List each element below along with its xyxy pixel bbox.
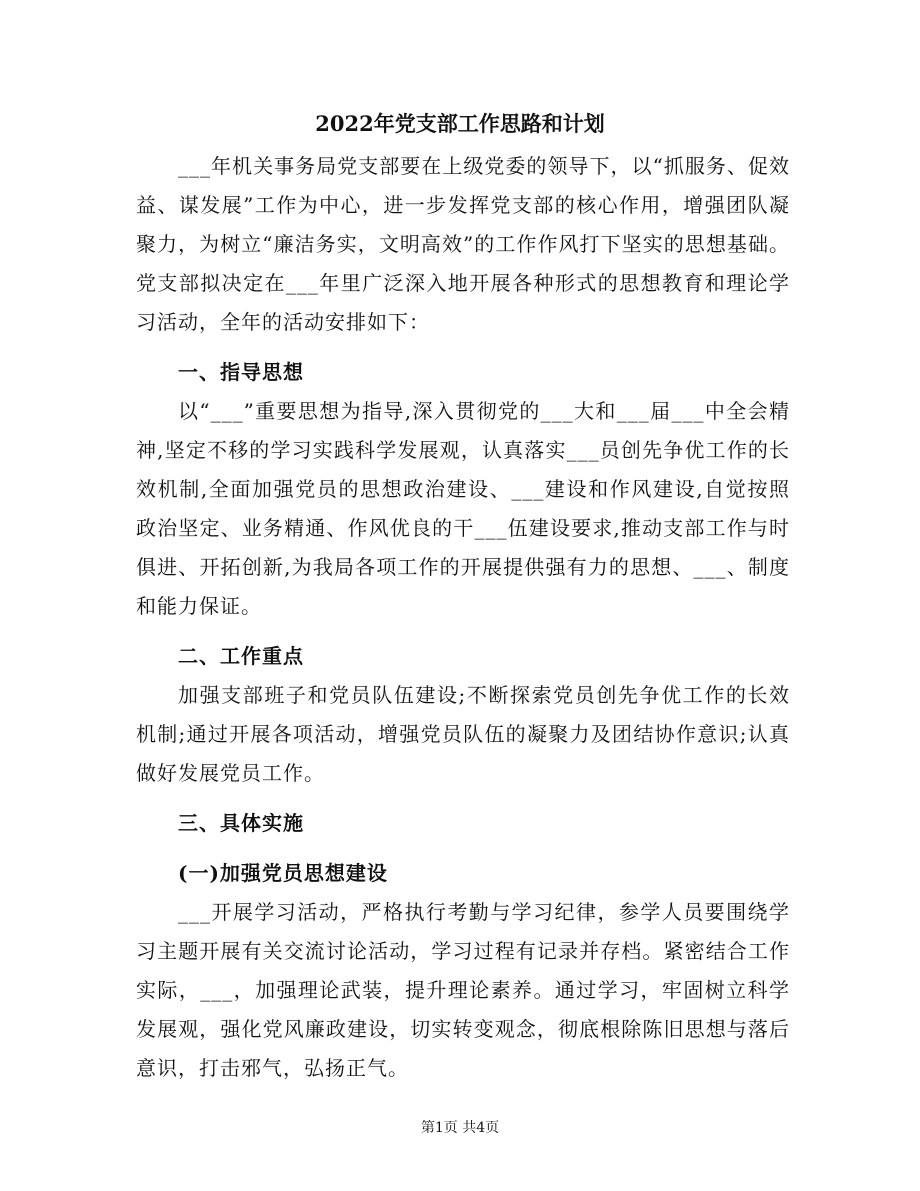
- section-paragraph-guiding-thought: 以“___”重要思想为指导,深入贯彻党的___大和___届___中全会精神,坚定不移的学习实践科学发展观，认真落实___员创先争优工作的长效机制,全面加强党员的思想政治建设、___建设和作风建设,自觉按照政治坚定、业务精通、作风优良的干___伍建设要求,推动支部工作与时俱进、开拓创新,为我局各项工作的开展提供强有力的思想、___、制度和能力保证。: [136, 399, 790, 618]
- section-heading-implementation: 三、具体实施: [178, 811, 304, 835]
- page-number: 第1页 共4页: [420, 1120, 500, 1136]
- subsection-paragraph-ideology: ___开展学习活动，严格执行考勤与学习纪律，参学人员要围绕学习主题开展有关交流讨论活动，学习过程有记录并存档。紧密结合工作实际，___，加强理论武装，提升理论素养。通过学习，牢固树立科学发展观，强化党风廉政建设，切实转变观念，彻底根除陈旧思想与落后意识，打击邪气，弘扬正气。: [136, 900, 790, 1080]
- section-paragraph-work-focus: 加强支部班子和党员队伍建设;不断探索党员创先争优工作的长效机制;通过开展各项活动，增强党员队伍的凝聚力及团结协作意识;认真做好发展党员工作。: [136, 683, 790, 785]
- section-heading-guiding-thought: 一、指导思想: [178, 360, 304, 384]
- document-body: [136, 147, 790, 1088]
- document-title: 2022年党支部工作思路和计划: [315, 111, 605, 136]
- subsection-heading-ideology: (一)加强党员思想建设: [178, 861, 388, 885]
- intro-paragraph: ___年机关事务局党支部要在上级党委的领导下，以“抓服务、促效益、谋发展”工作为中心，进一步发挥党支部的核心作用，增强团队凝聚力，为树立“廉洁务实，文明高效”的工作作风打下坚实的思想基础。党支部拟决定在___年里广泛深入地开展各种形式的思想教育和理论学习活动，全年的活动安排如下：: [136, 154, 790, 334]
- section-heading-work-focus: 二、工作重点: [178, 644, 304, 668]
